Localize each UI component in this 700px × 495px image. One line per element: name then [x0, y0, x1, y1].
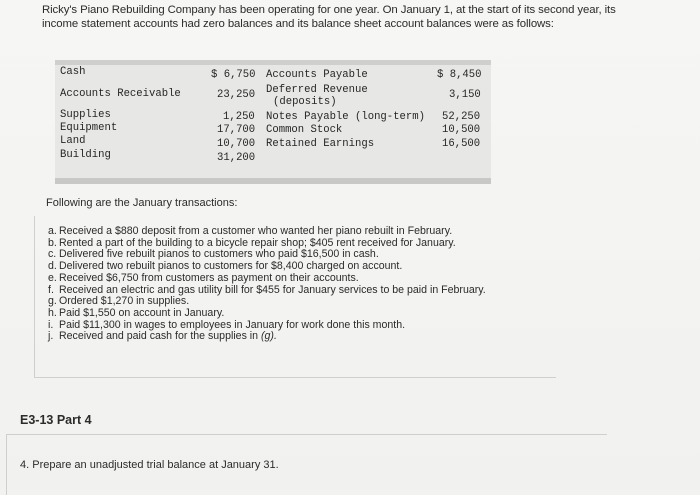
item-text: Ordered $1,270 in supplies.: [59, 295, 190, 308]
item-text: Delivered two rebuilt pianos to customers for $8,400 charged on account.: [59, 260, 403, 273]
item-letter: e.: [48, 271, 57, 284]
item-letter: i.: [48, 318, 54, 331]
left-value-building: 31,200: [217, 152, 256, 164]
left-label-cash: Cash: [60, 66, 86, 78]
intro-line-2: income statement accounts had zero balances and its balance sheet account balances were as follows:: [42, 18, 554, 30]
item-text-italic: (g).: [261, 330, 277, 343]
left-value-cash: $ 6,750: [211, 69, 256, 81]
item-text: Delivered five rebuilt pianos to customers who paid $16,500 in cash.: [59, 248, 379, 261]
left-value-equipment: 17,700: [217, 124, 256, 136]
item-letter: j.: [48, 330, 54, 343]
item-letter: g.: [48, 295, 57, 308]
list-item: [48, 331, 486, 343]
left-value-ar: 23,250: [217, 89, 256, 101]
right-value-stock: 10,500: [442, 124, 481, 136]
item-text: Received $6,750 from customers as payment on their accounts.: [59, 271, 359, 284]
left-label-equipment: Equipment: [60, 122, 118, 134]
part-title: E3-13 Part 4: [20, 413, 92, 427]
item-text: Received a $880 deposit from a customer who wanted her piano rebuilt in February.: [59, 225, 453, 237]
table-top-bar: [55, 60, 491, 65]
item-text: Received an electric and gas utility bill for $455 for January services to be paid in February.: [59, 283, 486, 296]
question-text: 4. Prepare an unadjusted trial balance at January 31.: [20, 459, 279, 471]
left-label-land: Land: [60, 135, 86, 147]
table-bottom-bar: [55, 178, 491, 184]
left-value-supplies: 1,250: [223, 111, 255, 123]
left-value-land: 10,700: [217, 138, 256, 150]
right-value-deferred: 3,150: [449, 89, 481, 101]
right-label-re: Retained Earnings: [266, 138, 375, 150]
right-label-ap: Accounts Payable: [266, 69, 368, 81]
right-value-notes: 52,250: [442, 111, 481, 123]
transactions-list: [48, 226, 486, 343]
right-value-ap: $ 8,450: [437, 69, 482, 81]
item-text: Rented a part of the building to a bicycle repair shop; $405 rent received for January.: [59, 236, 456, 249]
left-label-building: Building: [60, 149, 111, 161]
item-text: Received and paid cash for the supplies in: [59, 330, 261, 343]
item-letter: b.: [48, 236, 57, 249]
right-value-re: 16,500: [442, 138, 481, 150]
item-letter: d.: [48, 260, 57, 273]
problem-intro: [42, 3, 682, 31]
item-letter: h.: [48, 306, 57, 319]
item-text: Paid $11,300 in wages to employees in January for work done this month.: [59, 318, 406, 331]
item-letter: c.: [48, 248, 57, 261]
item-text: Paid $1,550 on account in January.: [59, 306, 225, 319]
right-label-deferred: Deferred Revenue: [266, 84, 368, 96]
item-letter: a.: [48, 225, 57, 237]
left-label-ar: Accounts Receivable: [60, 88, 181, 100]
intro-line-1: Ricky's Piano Rebuilding Company has been operating for one year. On January 1, at the start of its second year, its: [42, 4, 616, 16]
item-letter: f.: [48, 283, 54, 296]
balance-sheet-table: [55, 60, 491, 184]
right-label-stock: Common Stock: [266, 124, 343, 136]
transactions-heading: Following are the January transactions:: [46, 197, 238, 209]
left-label-supplies: Supplies: [60, 109, 111, 121]
right-label-notes: Notes Payable (long-term): [266, 111, 425, 123]
right-label-deferred-sub: (deposits): [273, 96, 337, 108]
